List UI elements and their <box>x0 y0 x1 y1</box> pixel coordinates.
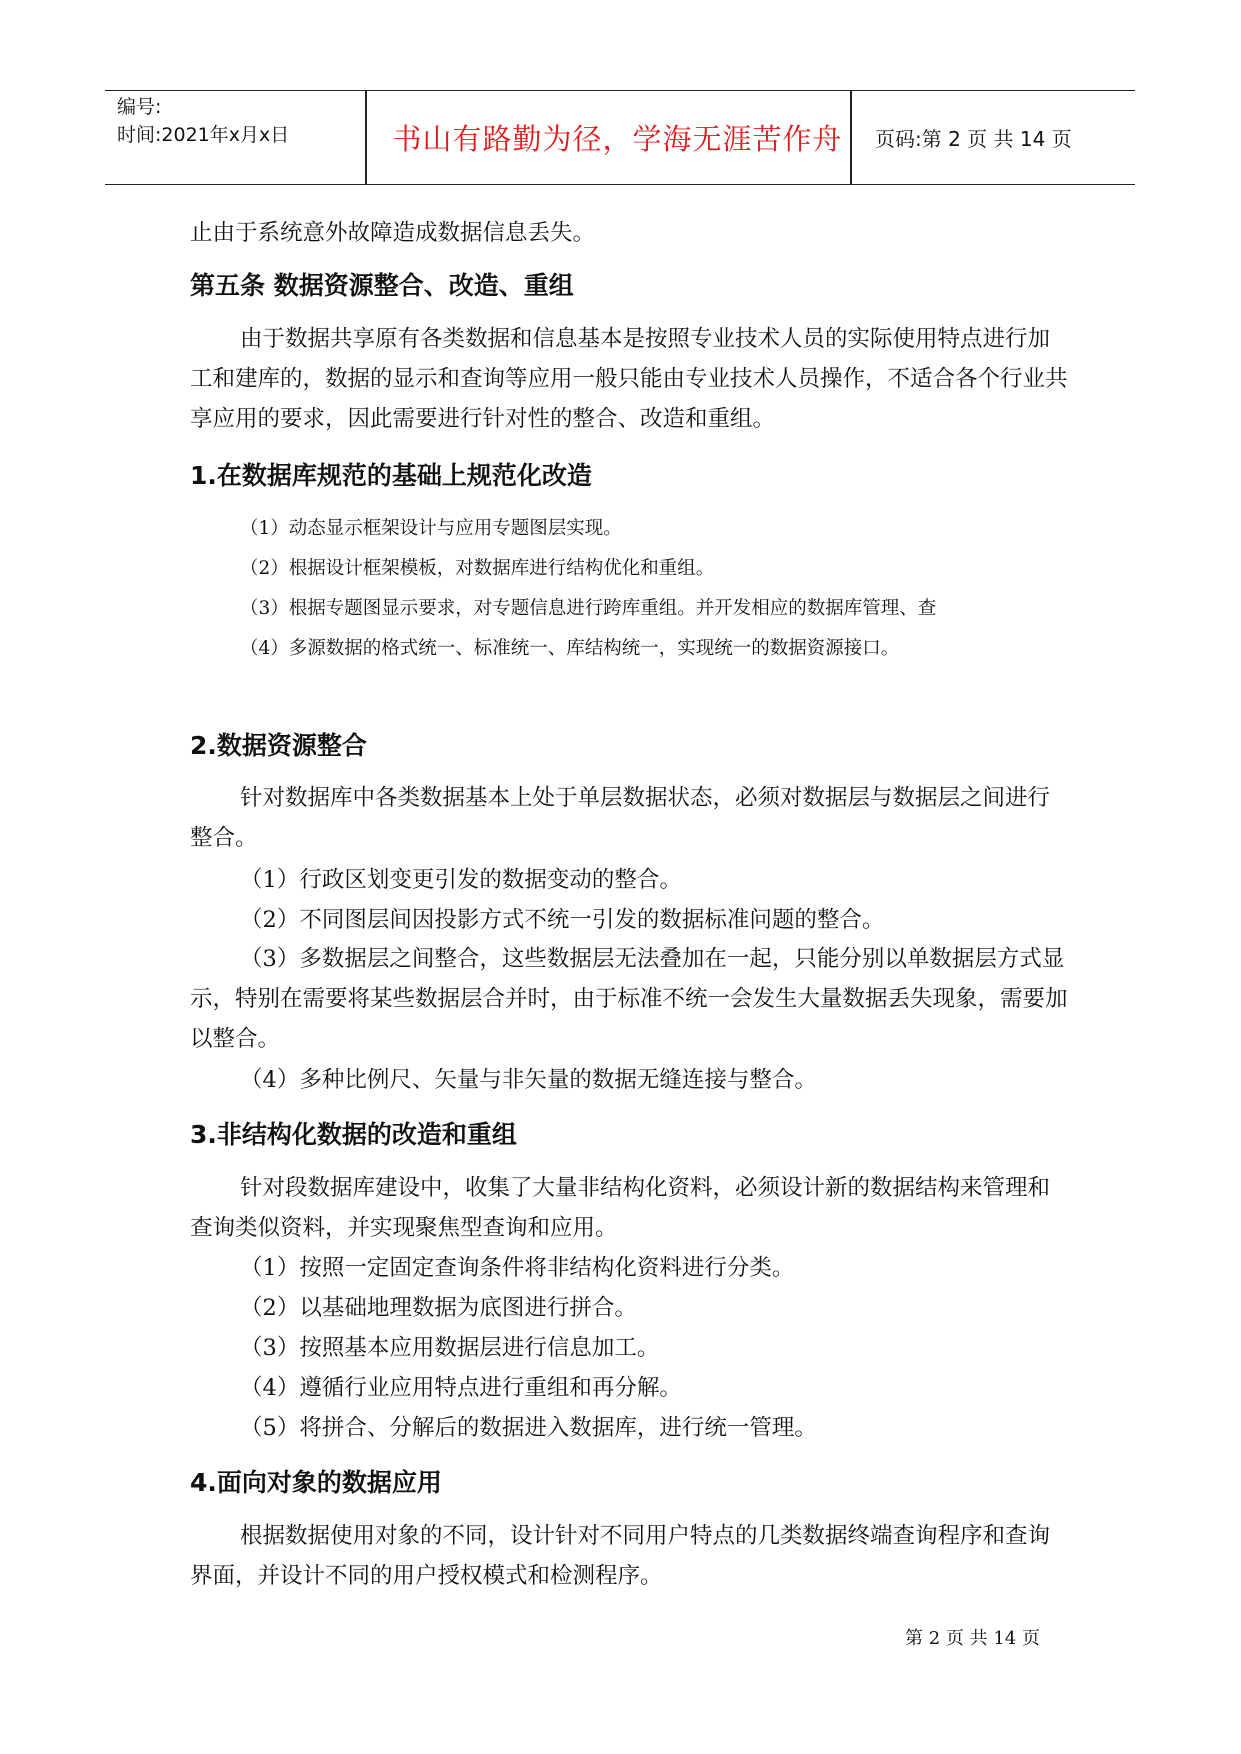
paragraph: 由于数据共享原有各类数据和信息基本是按照专业技术人员的实际使用特点进行加工和建库的，数据的显示和查询等应用一般只能由专业技术人员操作，不适合各个行业共享应用的要求，因此需要进行针对性的整合、改造和重组。 <box>190 326 1068 432</box>
list-item: （1）按照一定固定查询条件将非结构化资料进行分类。 <box>240 1255 795 1281</box>
list-item: （5）将拼合、分解后的数据进入数据库，进行统一管理。 <box>240 1415 817 1441</box>
paragraph: 止由于系统意外故障造成数据信息丢失。 <box>190 220 596 246</box>
header-divider <box>365 91 367 184</box>
list-item: （2）不同图层间因投影方式不统一引发的数据标准问题的整合。 <box>240 907 885 933</box>
page-footer: 第 2 页 共 14 页 <box>905 1628 1040 1649</box>
section-heading: 2.数据资源整合 <box>190 731 367 760</box>
list-item: （4）多种比例尺、矢量与非矢量的数据无缝连接与整合。 <box>240 1067 817 1093</box>
section-heading: 1.在数据库规范的基础上规范化改造 <box>190 461 592 490</box>
list-item: （1）动态显示框架设计与应用专题图层实现。 <box>240 518 622 539</box>
list-item: （2）根据设计框架模板，对数据库进行结构优化和重组。 <box>240 558 715 579</box>
list-item: （3）按照基本应用数据层进行信息加工。 <box>240 1335 660 1361</box>
header-page-number: 页码:第 2 页 共 14 页 <box>875 127 1072 151</box>
document-date-label: 时间:2021年x月x日 <box>117 124 290 146</box>
paragraph: 针对数据库中各类数据基本上处于单层数据状态，必须对数据层与数据层之间进行整合。 <box>190 785 1051 851</box>
paragraph: 针对段数据库建设中，收集了大量非结构化资料，必须设计新的数据结构来管理和查询类似资料，并实现聚焦型查询和应用。 <box>190 1175 1051 1241</box>
section-heading: 4.面向对象的数据应用 <box>190 1468 442 1497</box>
header-meta <box>117 93 289 149</box>
list-item: （3）根据专题图显示要求，对专题信息进行跨库重组。并开发相应的数据库管理、查 <box>240 598 937 619</box>
header-divider <box>850 91 852 184</box>
paragraph: 根据数据使用对象的不同，设计针对不同用户特点的几类数据终端查询程序和查询界面，并设计不同的用户授权模式和检测程序。 <box>190 1523 1051 1589</box>
list-item: （2）以基础地理数据为底图进行拼合。 <box>240 1295 637 1321</box>
article-heading: 第五条 数据资源整合、改造、重组 <box>190 271 574 300</box>
list-item: （1）行政区划变更引发的数据变动的整合。 <box>240 867 682 893</box>
list-item: （3）多数据层之间整合，这些数据层无法叠加在一起，只能分别以单数据层方式显示，特别在需要将某些数据层合并时，由于标准不统一会发生大量数据丢失现象，需要加以整合。 <box>190 946 1068 1052</box>
section-heading: 3.非结构化数据的改造和重组 <box>190 1120 517 1149</box>
list-item: （4）遵循行业应用特点进行重组和再分解。 <box>240 1375 682 1401</box>
page-header <box>105 90 1135 185</box>
document-number-label: 编号: <box>117 96 162 118</box>
header-motto: 书山有路勤为径，学海无涯苦作舟 <box>392 122 843 156</box>
list-item: （4）多源数据的格式统一、标准统一、库结构统一，实现统一的数据资源接口。 <box>240 638 900 659</box>
